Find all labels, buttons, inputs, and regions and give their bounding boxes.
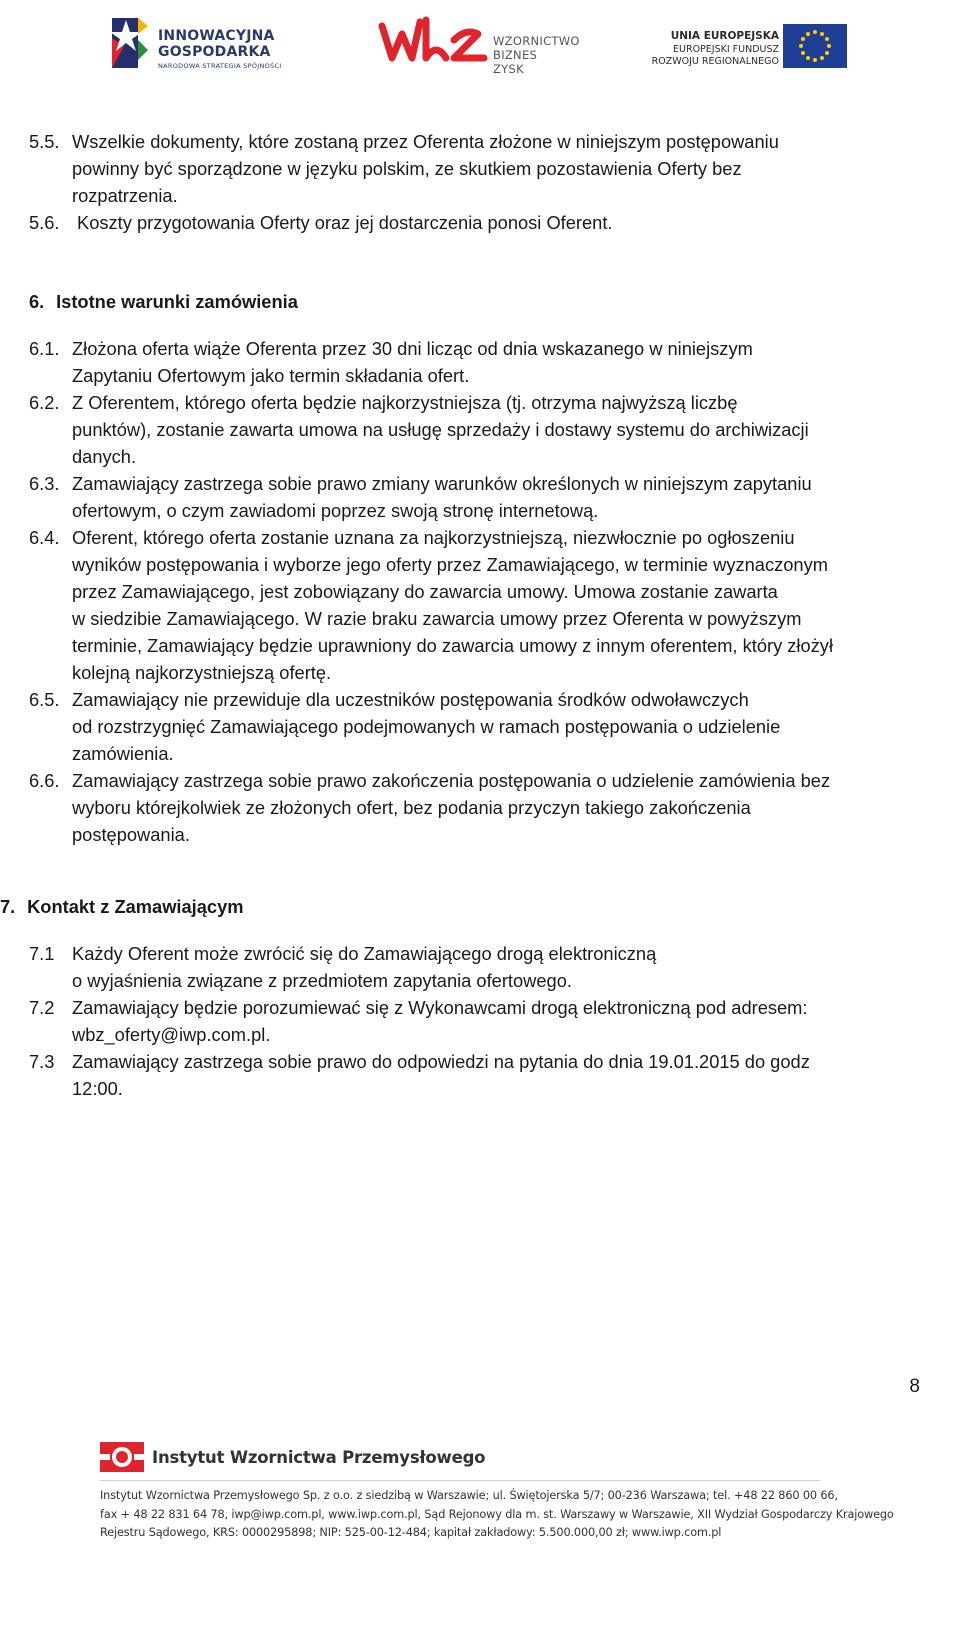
text-line: ofertowym, o czym zawiadomi poprzez swoją stronę internetową.: [72, 500, 599, 521]
text-line: rozpatrzenia.: [72, 185, 178, 206]
logo-wbz-line3: ZYSK: [493, 62, 524, 76]
logo-ue-line3: ROZWOJU REGIONALNEGO: [651, 56, 779, 67]
text-line: postępowania.: [72, 824, 190, 845]
footer-line: Rejestru Sądowego, KRS: 0000295898; NIP: 525-00-12-484; kapitał zakładowy: 5.500.000,00 zł; www.iwp.com.pl: [100, 1526, 722, 1539]
innowacyjna-gospodarka-logo: [108, 16, 288, 72]
text-line: wyników postępowania i wyborze jego oferty przez Zamawiającego, w terminie wyznaczonym: [72, 554, 828, 575]
item-number: 7.3: [29, 1051, 55, 1072]
text-line: Zamawiający zastrzega sobie prawo zmiany warunków określonych w niniejszym zapytaniu: [72, 473, 812, 494]
logo-wbz-line2: BIZNES: [493, 48, 538, 62]
item-number: 6.3.: [29, 473, 60, 494]
item-number: 6.4.: [29, 527, 60, 548]
section-heading-6: [29, 288, 298, 315]
page-number: 8: [909, 1376, 920, 1397]
text-line: o wyjaśnienia związane z przedmiotem zapytania ofertowego.: [72, 970, 572, 991]
wzornictwo-biznes-zysk-logo: [378, 12, 580, 76]
heading-number: 7.: [0, 896, 16, 917]
email-line[interactable]: wbz_oferty@iwp.com.pl.: [72, 1024, 271, 1045]
heading-number: 6.: [29, 291, 45, 312]
wbz-mark-icon: [378, 12, 490, 72]
text-line: punktów), zostanie zawarta umowa na usługę sprzedaży i dostawy systemu do archiwizacji: [72, 419, 809, 440]
iwp-logo-icon: [100, 1442, 144, 1477]
text-line: 12:00.: [72, 1078, 123, 1099]
text-line: danych.: [72, 446, 137, 467]
item-number: 5.5.: [29, 131, 60, 152]
text-line: w siedzibie Zamawiającego. W razie braku zawarcia umowy przez Oferenta w powyższym: [72, 608, 802, 629]
item-number: 6.6.: [29, 770, 60, 791]
text-line: powinny być sporządzone w języku polskim, ze skutkiem pozostawienia Oferty bez: [72, 158, 742, 179]
heading-title: Kontakt z Zamawiającym: [27, 896, 244, 917]
footer-line: Instytut Wzornictwa Przemysłowego Sp. z o.o. z siedzibą w Warszawie; ul. Świętojerska 5/7; 00-236 Warszawa; tel. +48 22 860 00 66,: [100, 1489, 838, 1502]
item-number: 5.6.: [29, 212, 60, 233]
logo-ig-line2: GOSPODARKA: [158, 44, 271, 60]
item-number: 6.5.: [29, 689, 60, 710]
text-line: Zamawiający zastrzega sobie prawo zakończenia postępowania o udzielenie zamówienia bez: [72, 770, 831, 791]
ig-emblem-icon: [108, 16, 156, 72]
logo-ig-line1: INNOWACYJNA: [158, 28, 275, 44]
eu-flag-icon: [783, 24, 847, 68]
footer-address: [100, 1487, 894, 1543]
item-number: 6.2.: [29, 392, 60, 413]
text-line: terminie, Zamawiający będzie uprawniony do zawarcia umowy z innym oferentem, który złożył: [72, 635, 834, 656]
text-line: Oferent, którego oferta zostanie uznana za najkorzystniejszą, niezwłocznie po ogłoszeniu: [72, 527, 795, 548]
item-number: 7.2: [29, 997, 55, 1018]
footer-divider: [100, 1480, 820, 1481]
text-line: Z Oferentem, którego oferta będzie najkorzystniejsza (tj. otrzyma najwyższą liczbę: [72, 392, 738, 413]
text-line: kolejną najkorzystniejszą ofertę.: [72, 662, 332, 683]
text-line: Zamawiający będzie porozumiewać się z Wykonawcami drogą elektroniczną pod adresem:: [72, 997, 808, 1018]
logo-ue-line2: EUROPEJSKI FUNDUSZ: [673, 44, 779, 55]
section-heading-7: [0, 893, 244, 920]
item-number: 6.1.: [29, 338, 60, 359]
text-line: Zapytaniu Ofertowym jako termin składania ofert.: [72, 365, 470, 386]
footer-title: Instytut Wzornictwa Przemysłowego: [152, 1448, 486, 1467]
text-line: Zamawiający zastrzega sobie prawo do odpowiedzi na pytania do dnia 19.01.2015 do godz: [72, 1051, 810, 1072]
logo-ue-line1: UNIA EUROPEJSKA: [670, 30, 779, 42]
heading-title: Istotne warunki zamówienia: [56, 291, 298, 312]
footer-line: fax + 48 22 831 64 78, iwp@iwp.com.pl, www.iwp.com.pl, Sąd Rejonowy dla m. st. Warszawy w Warszawie, XII Wydział Gospodarczy Krajowego: [100, 1507, 894, 1521]
text-line: od rozstrzygnięć Zamawiającego podejmowanych w ramach postępowania o udzielenie: [72, 716, 781, 737]
logo-ig-line3: NARODOWA STRATEGIA SPÓJNOŚCI: [158, 62, 282, 70]
text-line: Złożona oferta wiąże Oferenta przez 30 dni licząc od dnia wskazanego w niniejszym: [72, 338, 753, 359]
text-line: zamówienia.: [72, 743, 174, 764]
text-line: przez Zamawiającego, jest zobowiązany do zawarcia umowy. Umowa zostanie zawarta: [72, 581, 778, 602]
logo-wbz-line1: WZORNICTWO: [493, 34, 580, 48]
text-line: Zamawiający nie przewiduje dla uczestników postępowania środków odwoławczych: [72, 689, 749, 710]
text-line: Wszelkie dokumenty, które zostaną przez Oferenta złożone w niniejszym postępowaniu: [72, 131, 779, 152]
text-line: Koszty przygotowania Oferty oraz jej dostarczenia ponosi Oferent.: [77, 212, 613, 233]
eu-logo: [651, 24, 855, 72]
item-number: 7.1: [29, 943, 55, 964]
text-line: Każdy Oferent może zwrócić się do Zamawiającego drogą elektroniczną: [72, 943, 657, 964]
text-line: wyboru którejkolwiek ze złożonych ofert, bez podania przyczyn takiego zakończenia: [72, 797, 751, 818]
